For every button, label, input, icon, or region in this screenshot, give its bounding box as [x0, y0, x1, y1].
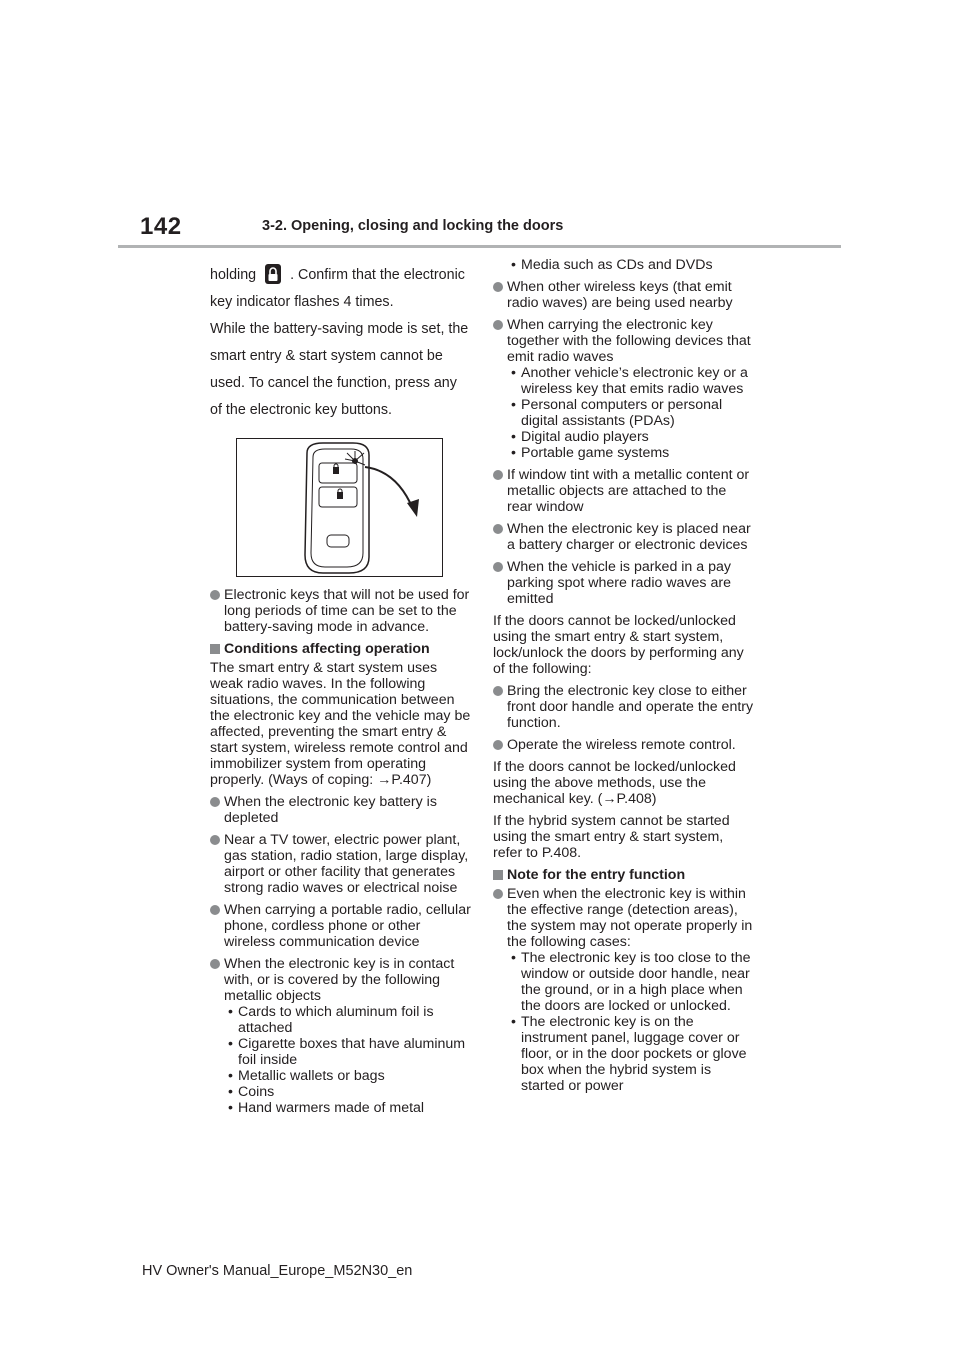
heading-conditions: [210, 641, 472, 657]
footer-text: HV Owner's Manual_Europe_M52N30_en: [142, 1263, 413, 1279]
sub-list: [224, 1004, 472, 1116]
bullet-tv-tower: [210, 832, 472, 896]
bullet-effective-range: [493, 886, 755, 1094]
list-item: • Portable game systems: [511, 445, 670, 461]
bullet-dot-icon: [493, 524, 503, 534]
bullet-portable-radio: [210, 902, 472, 950]
lock-icon: [264, 263, 282, 285]
conditions-paragraph: The smart entry & start system uses weak radio waves. In the following situations, the communication between the electronic key and the vehicle may be affected, preventing the smart entry & start system, wireless remote control and immobilizer system from operating properly. (Ways of coping: →P.407): [210, 660, 471, 788]
intro-paragraph-2: While the battery-saving mode is set, the smart entry & start system cannot be used. To cancel the function, press any of the electronic key buttons.: [210, 321, 469, 418]
bullet-bring-key-close: [493, 683, 755, 731]
bullet-dot-icon: [493, 282, 503, 292]
electronic-key-illustration: [237, 439, 442, 576]
list-item: • Hand warmers made of metal: [228, 1100, 425, 1116]
hybrid-system-paragraph: If the hybrid system cannot be started using the smart entry & start system, refer to P.408.: [493, 813, 730, 861]
intro-line-2: key indicator flashes 4 times.: [210, 294, 394, 310]
doors-cannot-lock-paragraph: If the doors cannot be locked/unlocked using the smart entry & start system, lock/unlock the doors by performing any of the following:: [493, 613, 744, 677]
list-item: • Metallic wallets or bags: [228, 1068, 385, 1084]
intro-text: [210, 262, 472, 424]
header-rule: [118, 245, 841, 248]
heading-square-icon: [210, 644, 220, 654]
bullet-metallic-objects: [210, 956, 472, 1116]
bullet-text: Bring the electronic key close to either front door handle and operate the entry function.: [507, 683, 754, 731]
sub-list: [507, 365, 755, 461]
section-title: 3-2. Opening, closing and locking the doors: [262, 218, 564, 234]
list-item: • The electronic key is too close to the window or outside door handle, near the ground, or in a high place when the doors are locked or unlocked.: [511, 950, 751, 1014]
bullet-text: When the electronic key is placed near a battery charger or electronic devices: [507, 521, 751, 553]
bullet-carrying-devices: [493, 317, 755, 461]
list-item: • Media such as CDs and DVDs: [511, 257, 713, 273]
bullet-battery-depleted: [210, 794, 472, 826]
heading-text: Note for the entry function: [507, 867, 686, 883]
bullet-window-tint: [493, 467, 755, 515]
bullet-text: If window tint with a metallic content or metallic objects are attached to the rear window: [507, 467, 750, 515]
bullet-battery-saving: [210, 587, 472, 635]
mechanical-key-paragraph: If the doors cannot be locked/unlocked using the above methods, use the mechanical key. (→P.408): [493, 759, 736, 807]
left-column: [210, 262, 472, 1122]
right-column: [493, 257, 755, 1100]
bullet-battery-charger: [493, 521, 755, 553]
heading-text: Conditions affecting operation: [224, 641, 430, 657]
bullet-dot-icon: [210, 835, 220, 845]
list-item: • Personal computers or personal digital assistants (PDAs): [511, 397, 723, 429]
bullet-other-wireless-keys: [493, 279, 755, 311]
bullet-text: When carrying a portable radio, cellular phone, cordless phone or other wireless communication device: [224, 902, 471, 950]
list-item: • The electronic key is on the instrument panel, luggage cover or floor, or in the door pockets or glove box when the hybrid system is started or power: [511, 1014, 747, 1094]
bullet-text: Electronic keys that will not be used for long periods of time can be set to the battery-saving mode in advance.: [224, 587, 470, 635]
intro-confirm: . Confirm that the electronic: [290, 267, 465, 283]
bullet-wireless-remote: [493, 737, 755, 753]
bullet-dot-icon: [493, 889, 503, 899]
list-item: • Digital audio players: [511, 429, 649, 445]
bullet-text: Near a TV tower, electric power plant, gas station, radio station, large display, airport or other facility that generates strong radio waves or electrical noise: [224, 832, 469, 896]
list-item: • Cigarette boxes that have aluminum foil inside: [228, 1036, 466, 1068]
intro-holding: holding: [210, 267, 257, 283]
bullet-text: Operate the wireless remote control.: [507, 737, 736, 753]
bullet-dot-icon: [493, 562, 503, 572]
bullet-dot-icon: [493, 740, 503, 750]
bullet-dot-icon: [210, 797, 220, 807]
list-item: • Another vehicle’s electronic key or a wireless key that emits radio waves: [511, 365, 748, 397]
bullet-dot-icon: [493, 686, 503, 696]
heading-entry-function: [493, 867, 755, 883]
list-item: • Cards to which aluminum foil is attached: [228, 1004, 434, 1036]
bullet-text: Even when the electronic key is within the effective range (detection areas), the system may not operate properly in the following cases:: [507, 886, 753, 950]
bullet-dot-icon: [493, 320, 503, 330]
intro-line-1: [210, 262, 472, 289]
bullet-text: When the vehicle is parked in a pay parking spot where radio waves are emitted: [507, 559, 731, 607]
bullet-text: When other wireless keys (that emit radio waves) are being used nearby: [507, 279, 733, 311]
bullet-dot-icon: [210, 590, 220, 600]
list-item: • Coins: [228, 1084, 275, 1100]
key-figure: [236, 438, 443, 577]
bullet-dot-icon: [210, 905, 220, 915]
bullet-dot-icon: [210, 959, 220, 969]
bullet-dot-icon: [493, 470, 503, 480]
bullet-text: When carrying the electronic key together with the following devices that emit radio waves: [507, 317, 751, 365]
sub-list: [507, 950, 755, 1094]
page-number: 142: [140, 213, 182, 240]
heading-square-icon: [493, 870, 503, 880]
bullet-pay-parking: [493, 559, 755, 607]
bullet-text: When the electronic key is in contact with, or is covered by the following metallic objects: [224, 956, 455, 1004]
bullet-text: When the electronic key battery is depleted: [224, 794, 437, 826]
